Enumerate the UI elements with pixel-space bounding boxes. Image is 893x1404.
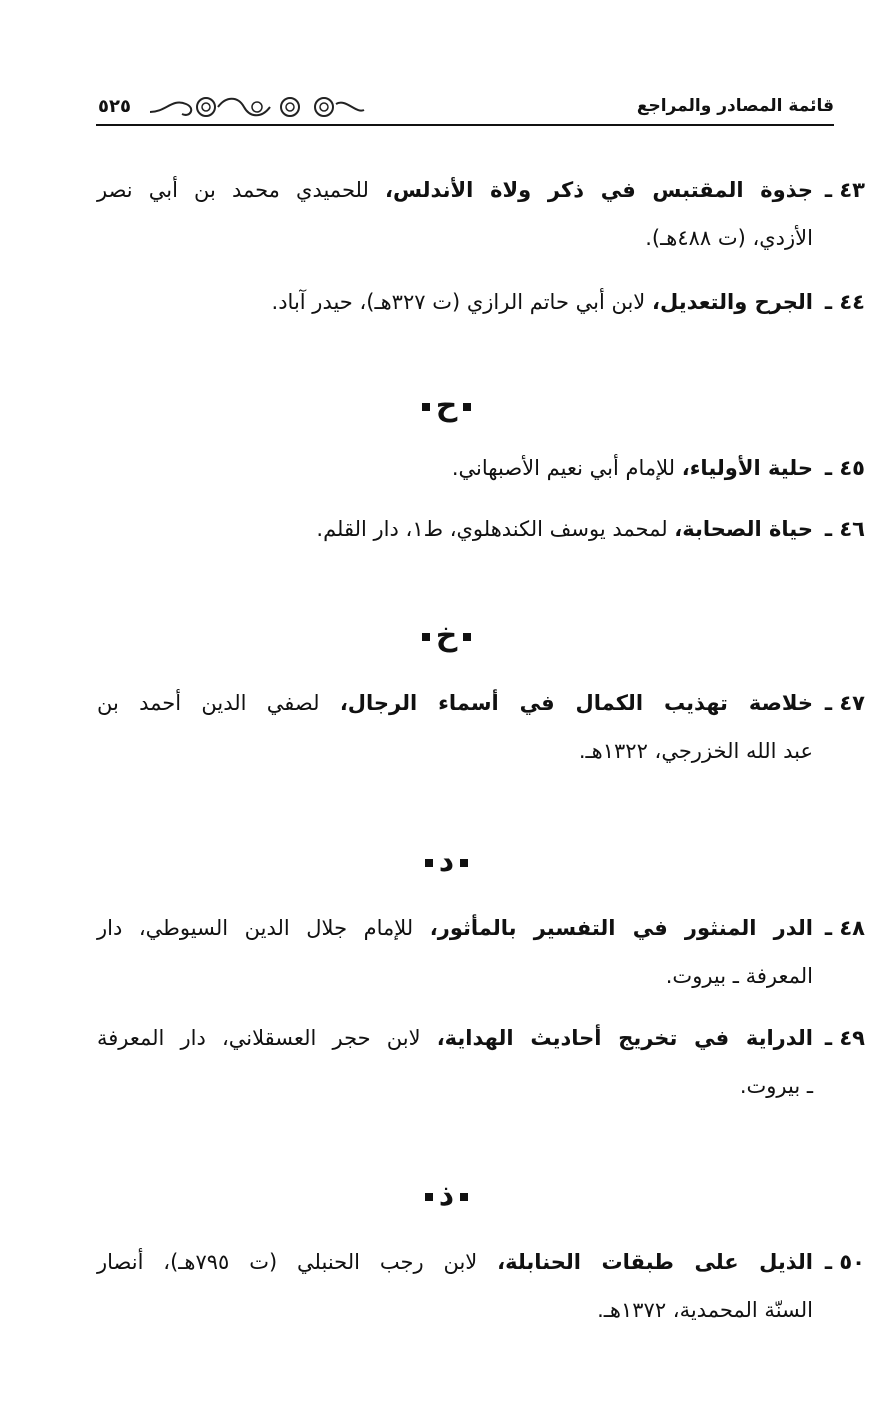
entry-continuation: عبد الله الخزرجي، ١٣٢٢هـ. xyxy=(578,739,813,763)
entry-title: حياة الصحابة، xyxy=(674,517,813,541)
entry-details: للإمام جلال الدين السيوطي، دار xyxy=(97,916,414,940)
entry-number: ٤٩ ـ xyxy=(824,1026,865,1050)
entry-details: لصفي الدين أحمد بن xyxy=(97,691,320,715)
entry-line xyxy=(97,1238,865,1286)
entry-number: ٤٣ ـ xyxy=(824,178,865,202)
section-heading xyxy=(0,388,893,423)
entry-continuation: المعرفة ـ بيروت. xyxy=(665,964,813,988)
entry-details: للإمام أبي نعيم الأصبهاني. xyxy=(451,456,676,480)
bibliography-entry xyxy=(97,1238,865,1334)
entry-continuation: السنّة المحمدية، ١٣٧٢هـ. xyxy=(597,1298,813,1322)
bullet-icon xyxy=(463,403,471,411)
entry-line xyxy=(97,278,865,326)
section-letter: د xyxy=(438,844,455,879)
bullet-icon xyxy=(463,633,471,641)
entry-continuation: الأزدي، (ت ٤٨٨هـ). xyxy=(645,226,813,250)
entry-line xyxy=(97,505,865,553)
section-heading xyxy=(0,618,893,653)
entry-details: لابن رجب الحنبلي (ت ٧٩٥هـ)، أنصار xyxy=(97,1250,478,1274)
entry-number: ٤٨ ـ xyxy=(824,916,865,940)
bibliography-entry xyxy=(97,1014,865,1110)
ornament-icon xyxy=(146,92,368,122)
bibliography-entry xyxy=(97,166,865,262)
bibliography-entry xyxy=(97,904,865,1000)
entry-details: لابن أبي حاتم الرازي (ت ٣٢٧هـ)، حيدر آباد. xyxy=(271,290,646,314)
entry-line xyxy=(97,1014,865,1062)
entry-continuation: ـ بيروت. xyxy=(739,1074,813,1098)
entry-details: للحميدي محمد بن أبي نصر xyxy=(97,178,369,202)
page-number: ٥٢٥ xyxy=(98,96,131,117)
entry-line xyxy=(97,904,865,952)
bibliography-entry xyxy=(97,278,865,326)
bibliography-entry xyxy=(97,444,865,492)
bullet-icon xyxy=(460,1193,468,1201)
header-rule xyxy=(96,124,834,126)
section-letter: خ xyxy=(435,618,458,653)
entry-details: لمحمد يوسف الكندهلوي، ط١، دار القلم. xyxy=(316,517,668,541)
entry-title: جذوة المقتبس في ذكر ولاة الأندلس، xyxy=(384,178,813,202)
page-header xyxy=(96,90,834,126)
entry-title: حلية الأولياء، xyxy=(681,456,813,480)
section-letter: ذ xyxy=(438,1178,455,1213)
entry-number: ٤٧ ـ xyxy=(824,691,865,715)
entry-number: ٥٠ ـ xyxy=(824,1250,865,1274)
entry-number: ٤٥ ـ xyxy=(824,456,865,480)
bullet-icon xyxy=(425,1193,433,1201)
entry-line xyxy=(97,166,865,214)
bibliography-entry xyxy=(97,679,865,775)
entry-title: الدراية في تخريج أحاديث الهداية، xyxy=(436,1026,813,1050)
entry-title: خلاصة تهذيب الكمال في أسماء الرجال، xyxy=(339,691,813,715)
entry-number: ٤٤ ـ xyxy=(824,290,865,314)
entry-title: الجرح والتعديل، xyxy=(651,290,813,314)
section-heading xyxy=(0,844,893,879)
section-heading xyxy=(0,1178,893,1213)
entry-number: ٤٦ ـ xyxy=(824,517,865,541)
section-letter: ح xyxy=(435,388,458,423)
bullet-icon xyxy=(422,633,430,641)
entry-line xyxy=(97,444,865,492)
bullet-icon xyxy=(460,859,468,867)
entry-title: الذيل على طبقات الحنابلة، xyxy=(497,1250,813,1274)
bibliography-entry xyxy=(97,505,865,553)
entry-line xyxy=(97,679,865,727)
running-title: قائمة المصادر والمراجع xyxy=(636,96,834,116)
entry-title: الدر المنثور في التفسير بالمأثور، xyxy=(429,916,813,940)
entry-details: لابن حجر العسقلاني، دار المعرفة xyxy=(97,1026,421,1050)
bullet-icon xyxy=(422,403,430,411)
bullet-icon xyxy=(425,859,433,867)
